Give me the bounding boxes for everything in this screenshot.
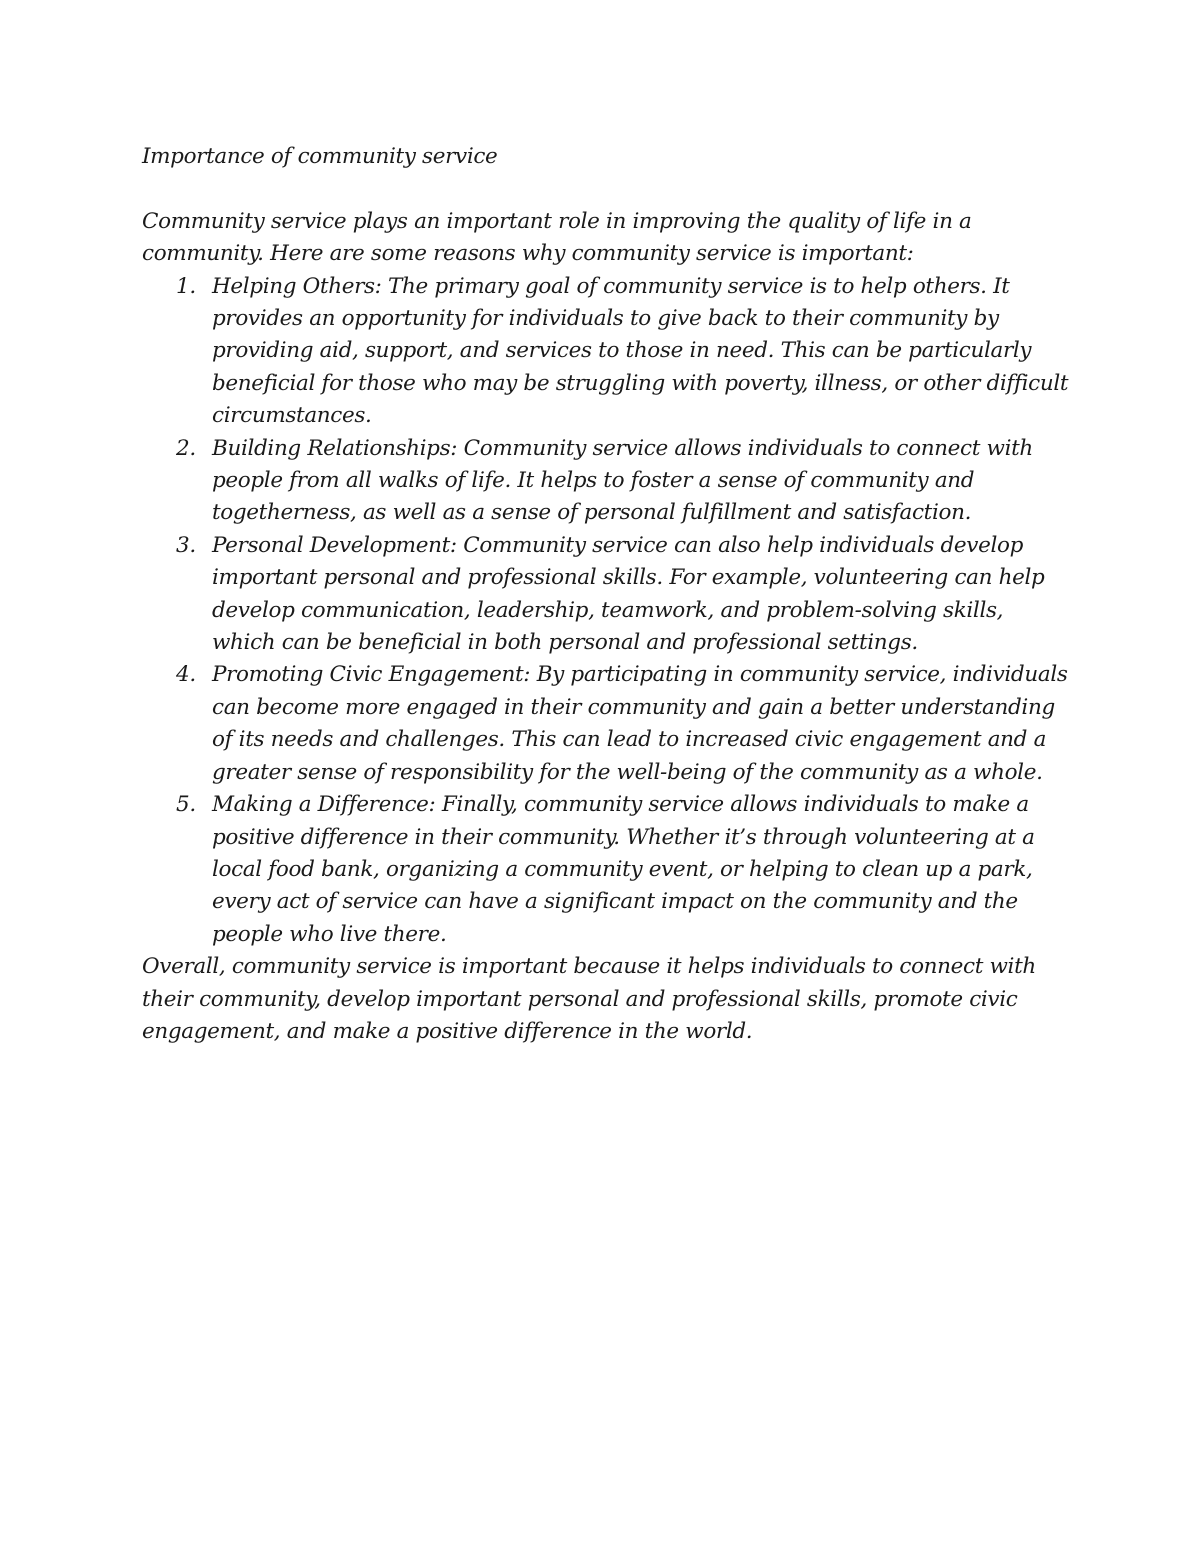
- list-item-number: 5.: [176, 792, 196, 818]
- document-body: [142, 141, 1072, 1048]
- reasons-list: [142, 271, 1072, 952]
- conclusion-paragraph: Overall, community service is important because it helps individuals to connect with their community, develop important personal and professional skills, promote civic engagement, and make a positive difference in the world.: [142, 954, 1036, 1044]
- list-item: [142, 271, 1072, 433]
- list-item: [142, 789, 1072, 951]
- list-item-number: 1.: [176, 273, 196, 299]
- list-item-number: 2.: [176, 435, 196, 461]
- list-item-text: Promoting Civic Engagement: By participating in community service, individuals can become more engaged in their community and gain a better understanding of its needs and challenges. This can lead to increased civic engagement and a greater sense of responsibility for the well-being of the community as a whole.: [212, 662, 1068, 785]
- document-title: Importance of community service: [142, 144, 498, 169]
- list-item-text: Personal Development: Community service can also help individuals develop important personal and professional skills. For example, volunteering can help develop communication, leadership, teamwork, and problem-solving skills, which can be beneficial in both personal and professional settings.: [212, 532, 1045, 656]
- list-item-text: Building Relationships: Community service allows individuals to connect with people from all walks of life. It helps to foster a sense of community and togetherness, as well as a sense of personal fulfillment and satisfaction.: [212, 435, 1033, 526]
- intro-paragraph: Community service plays an important role in improving the quality of life in a community. Here are some reasons why community service is important:: [142, 208, 972, 267]
- list-item: [142, 659, 1072, 789]
- list-item: [142, 530, 1072, 660]
- list-item: [142, 433, 1072, 530]
- list-item-text: Making a Difference: Finally, community service allows individuals to make a positive difference in their community. Whether it’s through volunteering at a local food bank, organizing a community event, or helping to clean up a park, every act of service can have a significant impact on the community and the people who live there.: [212, 792, 1035, 947]
- list-item-number: 3.: [176, 532, 196, 558]
- list-item-text: Helping Others: The primary goal of community service is to help others. It provides an opportunity for individuals to give back to their community by providing aid, support, and services to those in need. This can be particularly beneficial for those who may be struggling with poverty, illness, or other difficult circumstances.: [212, 273, 1069, 429]
- list-item-number: 4.: [176, 662, 196, 688]
